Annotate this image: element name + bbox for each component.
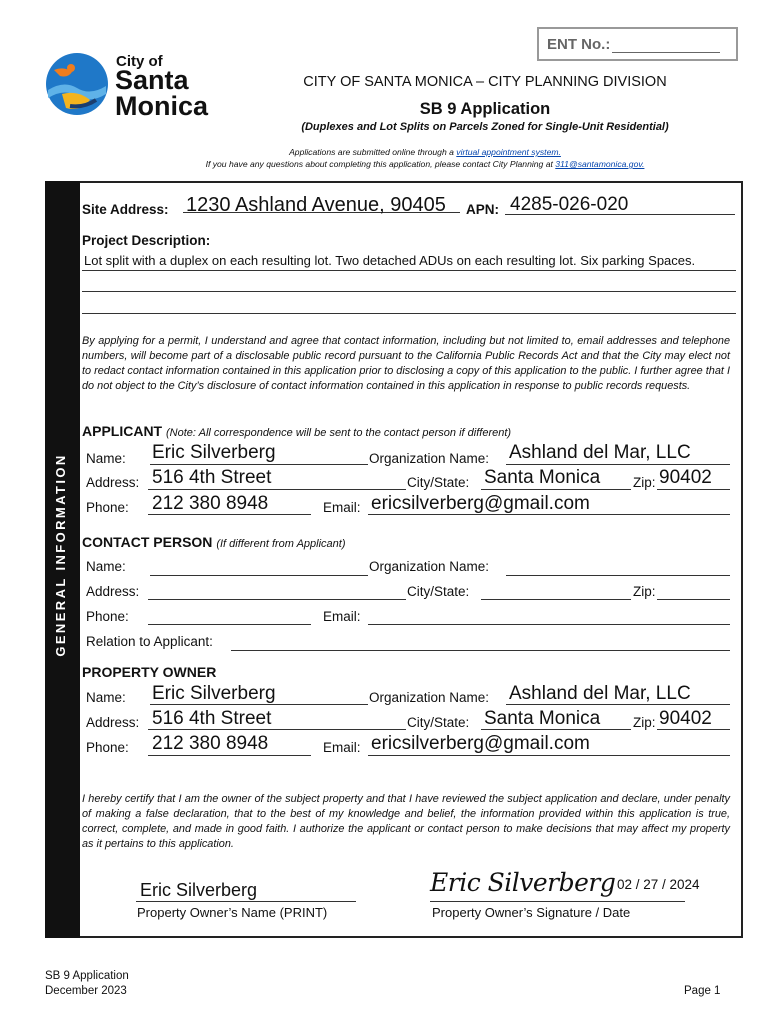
footer-form-name: SB 9 Application bbox=[45, 970, 129, 982]
applicant-address-label: Address: bbox=[86, 475, 140, 490]
contact-email-label: Email: bbox=[323, 609, 361, 624]
contact-phone-field[interactable] bbox=[148, 624, 311, 625]
project-description-label: Project Description: bbox=[82, 233, 211, 248]
owner-signature[interactable]: Eric Silverberg bbox=[430, 868, 616, 897]
contact-zip-label: Zip: bbox=[633, 584, 656, 599]
applicant-org-label: Organization Name: bbox=[369, 451, 490, 466]
contact-person-heading: CONTACT PERSON (If different from Applicant) bbox=[82, 534, 346, 550]
owner-name-field[interactable]: Eric Silverberg bbox=[152, 683, 276, 704]
applicant-email-label: Email: bbox=[323, 500, 361, 515]
applicant-phone-label: Phone: bbox=[86, 500, 129, 515]
contact-org-field[interactable] bbox=[506, 575, 730, 576]
owner-signature-date-label: Property Owner’s Signature / Date bbox=[432, 905, 631, 920]
owner-org-field[interactable]: Ashland del Mar, LLC bbox=[509, 683, 691, 704]
contact-note: If you have any questions about completing this application, please contact City Planning at 311@santamonica.gov. bbox=[205, 159, 645, 169]
applicant-city-label: City/State: bbox=[407, 475, 470, 490]
applicant-phone-field[interactable]: 212 380 8948 bbox=[152, 493, 269, 514]
contact-city-field[interactable] bbox=[481, 599, 631, 600]
contact-city-label: City/State: bbox=[407, 584, 470, 599]
logo-line2: Santa bbox=[115, 65, 189, 95]
relation-field[interactable] bbox=[231, 650, 730, 651]
virtual-appointment-link[interactable]: virtual appointment system. bbox=[456, 147, 561, 157]
owner-email-label: Email: bbox=[323, 740, 361, 755]
sidebar-label: GENERAL INFORMATION bbox=[53, 453, 68, 657]
logo-line3: Monica bbox=[115, 91, 209, 121]
applicant-zip-label: Zip: bbox=[633, 475, 656, 490]
applicant-zip-field[interactable]: 90402 bbox=[659, 467, 712, 488]
applicant-name-label: Name: bbox=[86, 451, 126, 466]
page-subtitle: (Duplexes and Lot Splits on Parcels Zoned for Single-Unit Residential) bbox=[301, 121, 669, 133]
contact-phone-label: Phone: bbox=[86, 609, 129, 624]
applicant-address-field[interactable]: 516 4th Street bbox=[152, 467, 272, 488]
owner-address-label: Address: bbox=[86, 715, 140, 730]
applicant-city-field[interactable]: Santa Monica bbox=[484, 467, 601, 488]
relation-label: Relation to Applicant: bbox=[86, 634, 213, 649]
apn-field[interactable]: 4285-026-020 bbox=[510, 194, 629, 215]
apn-label: APN: bbox=[466, 202, 499, 217]
owner-email-field[interactable]: ericsilverberg@gmail.com bbox=[371, 733, 590, 754]
applicant-name-field[interactable]: Eric Silverberg bbox=[152, 442, 276, 463]
property-owner-heading: PROPERTY OWNER bbox=[82, 664, 217, 680]
ent-number-box[interactable]: ENT No.: bbox=[537, 27, 738, 61]
contact-email-field[interactable] bbox=[368, 624, 730, 625]
owner-address-field[interactable]: 516 4th Street bbox=[152, 708, 272, 729]
owner-phone-label: Phone: bbox=[86, 740, 129, 755]
certification-text: I hereby certify that I am the owner of the subject property and that I have reviewed the subject application and declare, under penalty of making a false declaration, that to the best of my knowledge and belief, the information provided within this application is true, correct, complete, and made in good faith. I authorize the applicant or contact person to make decisions that may affect my property as it pertains to this application. bbox=[82, 793, 730, 850]
submission-note: Applications are submitted online through a virtual appointment system. bbox=[289, 147, 561, 157]
contact-org-label: Organization Name: bbox=[369, 559, 490, 574]
page-title: SB 9 Application bbox=[419, 100, 551, 118]
owner-city-label: City/State: bbox=[407, 715, 470, 730]
site-address-field[interactable]: 1230 Ashland Avenue, 90405 bbox=[186, 194, 446, 216]
applicant-heading: APPLICANT (Note: All correspondence will be sent to the contact person if different) bbox=[82, 423, 512, 439]
contact-name-field[interactable] bbox=[150, 575, 368, 576]
applicant-email-field[interactable]: ericsilverberg@gmail.com bbox=[371, 493, 590, 514]
contact-address-field[interactable] bbox=[148, 599, 406, 600]
owner-printed-name-field[interactable]: Eric Silverberg bbox=[140, 880, 258, 900]
owner-zip-label: Zip: bbox=[633, 715, 656, 730]
owner-zip-field[interactable]: 90402 bbox=[659, 708, 712, 729]
footer-form-date: December 2023 bbox=[45, 985, 127, 997]
applicant-org-field[interactable]: Ashland del Mar, LLC bbox=[509, 442, 691, 463]
owner-phone-field[interactable]: 212 380 8948 bbox=[152, 733, 269, 754]
division-heading: CITY OF SANTA MONICA – CITY PLANNING DIVISION bbox=[303, 74, 667, 90]
owner-name-label: Name: bbox=[86, 690, 126, 705]
page-number: Page 1 bbox=[684, 985, 721, 997]
city-logo bbox=[44, 50, 219, 122]
signature-date: 02 / 27 / 2024 bbox=[617, 877, 700, 892]
project-description-field[interactable]: Lot split with a duplex on each resulting lot. Two detached ADUs on each resulting lot. Six parking Spaces. bbox=[84, 253, 696, 268]
disclosure-text: By applying for a permit, I understand and agree that contact information, including but not limited to, email addresses and telephone numbers, will become part of a disclosable public record pursuant to the California Public Records Act and that the City may elect not to redact contact information contained in this application prior to disclosing a copy of this application to the public. I further agree that I do not object to the City’s disclosure of contact information contained in this application in response to public records requests. bbox=[82, 335, 730, 392]
contact-zip-field[interactable] bbox=[657, 599, 730, 600]
contact-address-label: Address: bbox=[86, 584, 140, 599]
owner-org-label: Organization Name: bbox=[369, 690, 490, 705]
owner-city-field[interactable]: Santa Monica bbox=[484, 708, 601, 729]
email-link[interactable]: 311@santamonica.gov. bbox=[555, 159, 645, 169]
site-address-label: Site Address: bbox=[82, 202, 169, 217]
contact-name-label: Name: bbox=[86, 559, 126, 574]
owner-name-print-label: Property Owner’s Name (PRINT) bbox=[137, 905, 328, 920]
logo-line1: City of bbox=[116, 53, 163, 70]
